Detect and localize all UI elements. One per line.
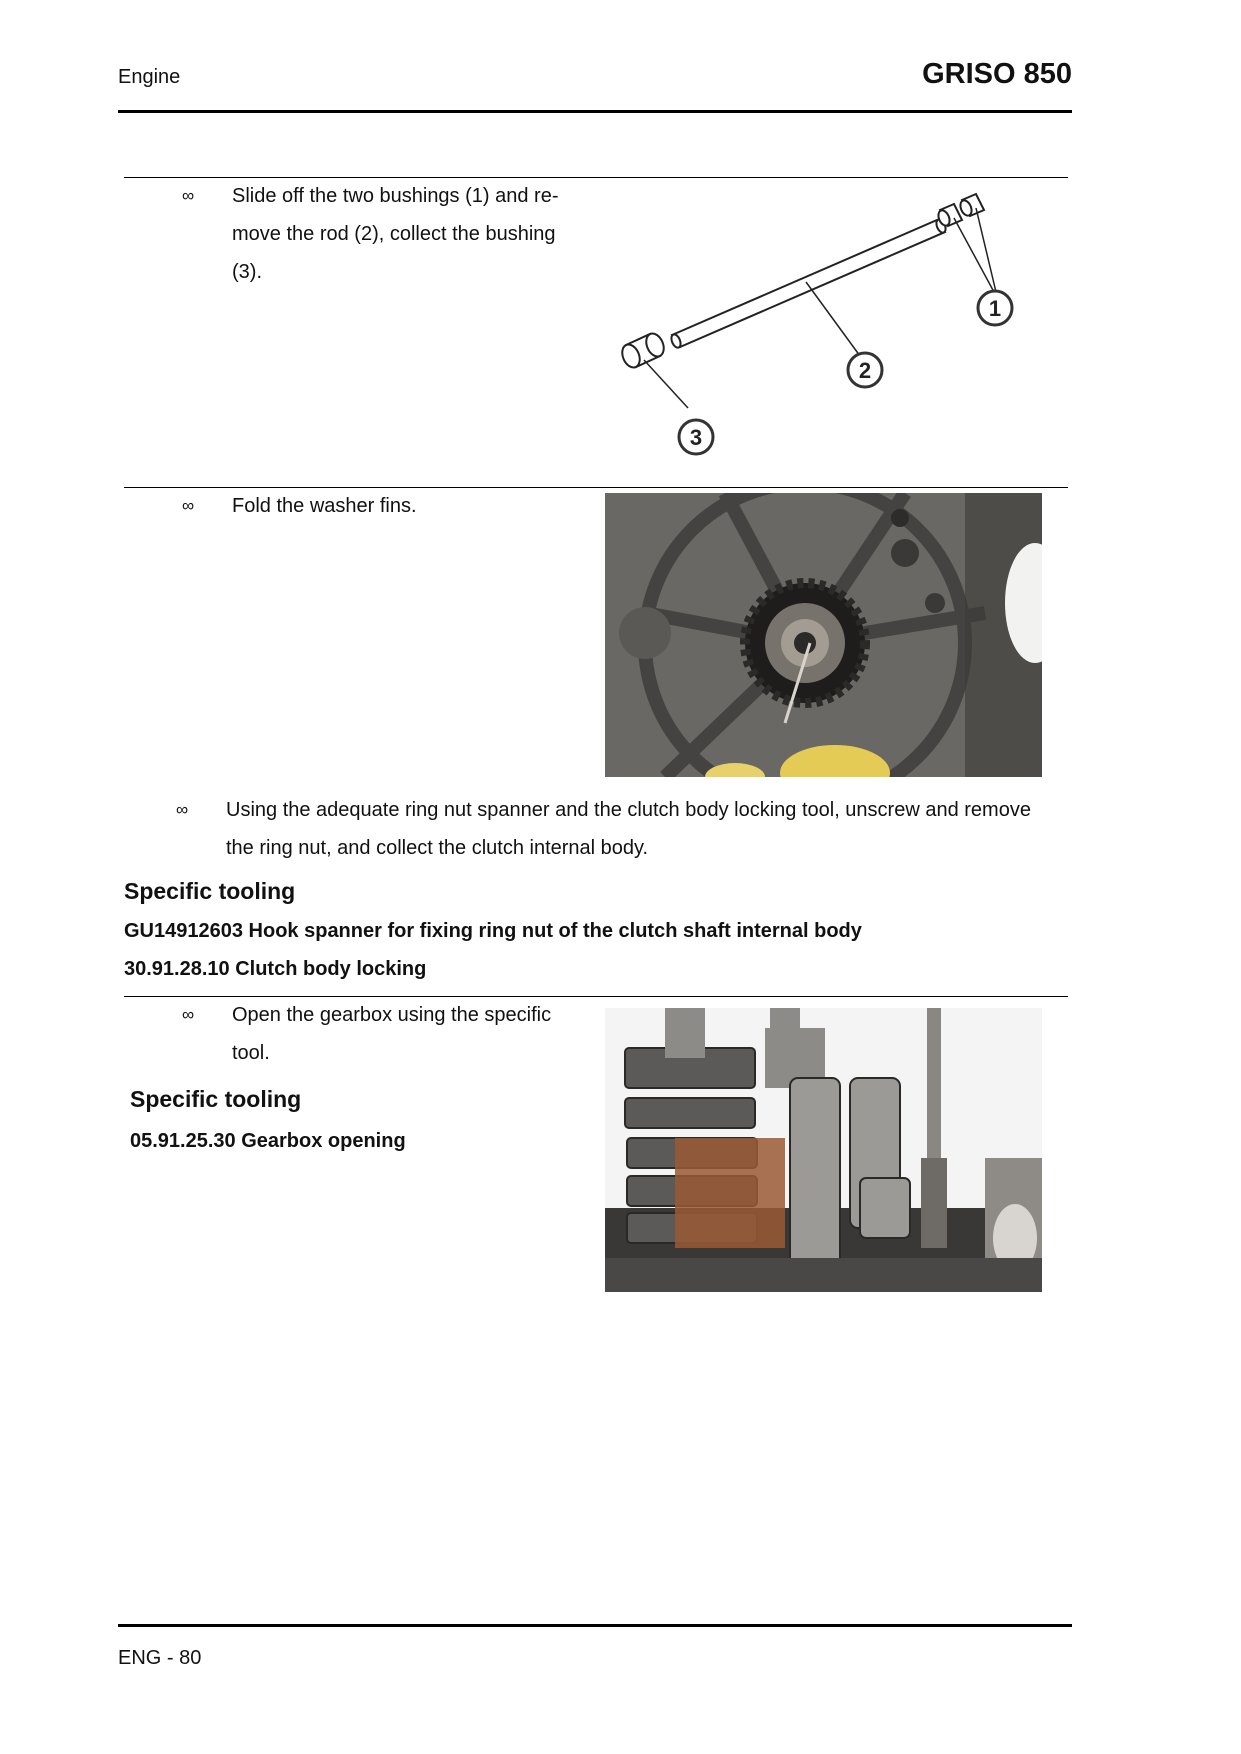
step-3-text bbox=[226, 791, 1072, 867]
text-line: move the rod (2), collect the bushing bbox=[232, 223, 556, 245]
step-2-text bbox=[232, 487, 592, 525]
tool-item: 05.91.25.30 Gearbox opening bbox=[130, 1130, 406, 1152]
callout-1: 1 bbox=[988, 296, 1002, 321]
step-4-text bbox=[232, 996, 592, 1072]
rod-shape bbox=[672, 220, 945, 347]
bullet-icon: ∞ bbox=[182, 496, 195, 515]
bullet-icon: ∞ bbox=[176, 800, 189, 819]
leader-line bbox=[976, 208, 996, 292]
tool-item: GU14912603 Hook spanner for fixing ring nut of the clutch shaft internal body bbox=[124, 920, 862, 942]
step-1-text bbox=[232, 177, 592, 291]
text-line: Using the adequate ring nut spanner and the clutch body locking tool, unscrew and remove bbox=[226, 799, 1031, 821]
gearbox-photo bbox=[605, 1008, 1042, 1292]
tool-item: 30.91.28.10 Clutch body locking bbox=[124, 958, 427, 980]
text-line: tool. bbox=[232, 1042, 270, 1064]
footer-rule bbox=[118, 1624, 1072, 1627]
tooling-heading: Specific tooling bbox=[124, 878, 296, 904]
rod-bushings-diagram bbox=[600, 180, 1060, 470]
text-line: Open the gearbox using the specific bbox=[232, 1004, 552, 1026]
callout-3: 3 bbox=[689, 425, 703, 450]
text-line: (3). bbox=[232, 261, 262, 283]
page-number: ENG - 80 bbox=[118, 1647, 202, 1669]
leader-line bbox=[954, 218, 994, 292]
bullet-icon: ∞ bbox=[182, 1005, 195, 1024]
header-rule bbox=[118, 110, 1072, 113]
tooling-heading: Specific tooling bbox=[130, 1086, 302, 1112]
text-line: the ring nut, and collect the clutch internal body. bbox=[226, 837, 649, 859]
callout-2: 2 bbox=[858, 358, 872, 383]
model-title: GRISO 850 bbox=[922, 58, 1072, 90]
section-title: Engine bbox=[118, 66, 181, 88]
leader-line bbox=[644, 360, 688, 408]
bullet-icon: ∞ bbox=[182, 186, 195, 205]
leader-line bbox=[806, 282, 860, 356]
text-line: Fold the washer fins. bbox=[232, 495, 417, 517]
washer-fins-photo bbox=[605, 493, 1042, 777]
text-line: Slide off the two bushings (1) and re- bbox=[232, 185, 559, 207]
